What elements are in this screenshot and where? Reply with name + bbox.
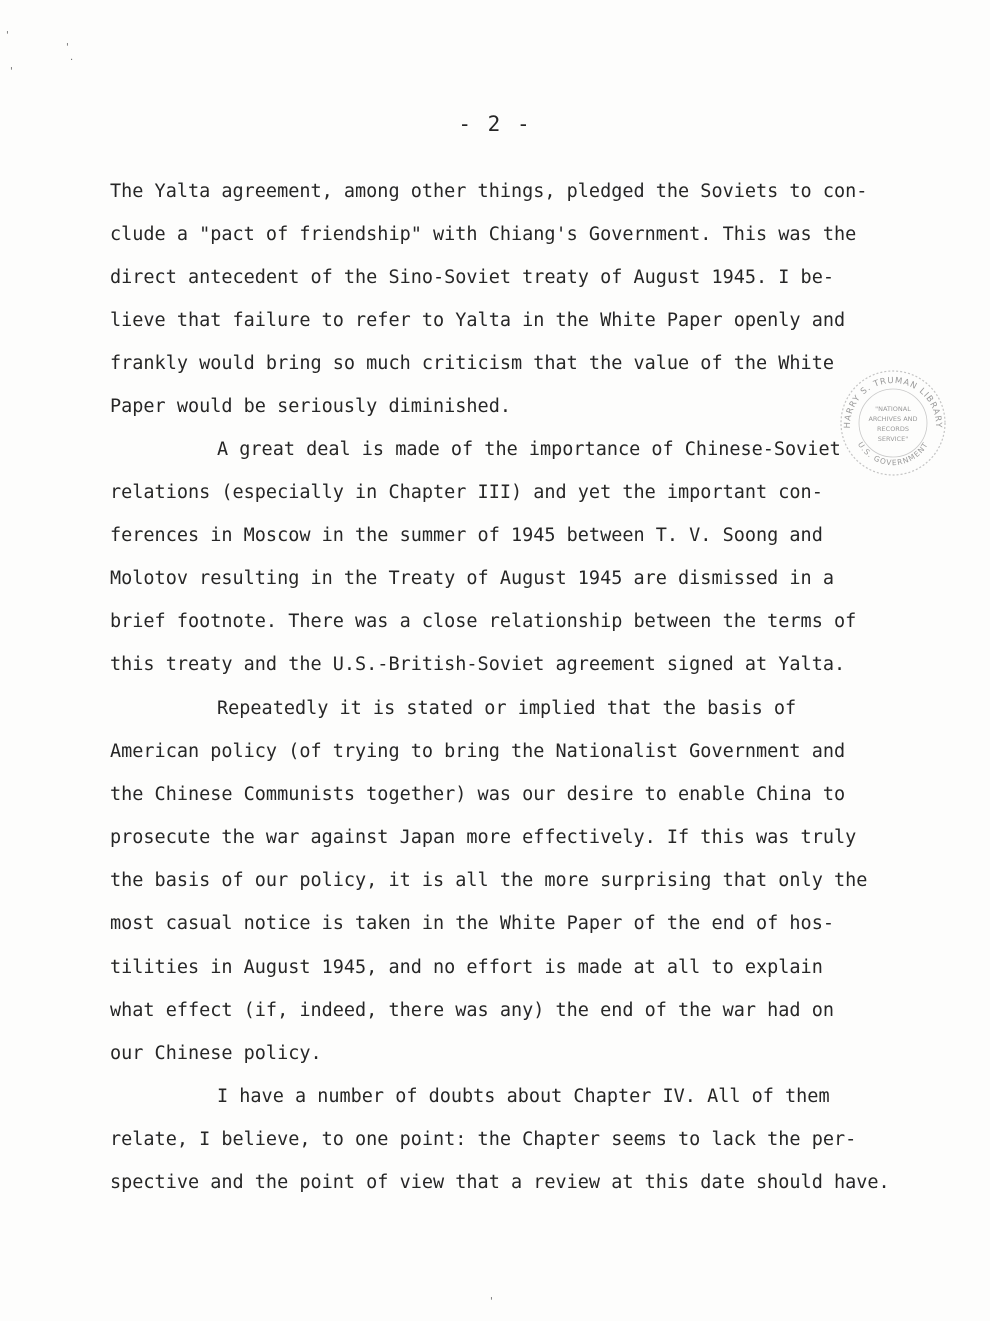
stamp-center-line: RECORDS xyxy=(877,425,909,433)
stamp-center-line: SERVICE" xyxy=(877,435,909,443)
text-line: clude a "pact of friendship" with Chiang's Government. This was the xyxy=(110,224,857,246)
text-line: the Chinese Communists together) was our desire to enable China to xyxy=(110,784,846,806)
text-line: prosecute the war against Japan more effectively. If this was truly xyxy=(110,827,857,849)
text-line: A great deal is made of the importance of Chinese-Soviet xyxy=(217,439,841,460)
paragraph-2 xyxy=(110,428,870,687)
text-line: American policy (of trying to bring the Nationalist Government and xyxy=(110,741,846,763)
text-line: the basis of our policy, it is all the more surprising that only the xyxy=(110,870,868,892)
paragraph-4 xyxy=(110,1075,890,1204)
scan-speck: ' xyxy=(10,66,13,77)
text-line: lieve that failure to refer to Yalta in the White Paper openly and xyxy=(110,310,846,332)
text-line: frankly would bring so much criticism that the value of the White xyxy=(110,353,834,375)
library-stamp xyxy=(838,368,948,478)
stamp-inner-ring xyxy=(859,389,927,457)
paragraph-3 xyxy=(110,687,870,1075)
text-line: relate, I believe, to one point: the Chapter seems to lack the per- xyxy=(110,1129,857,1151)
text-line: ferences in Moscow in the summer of 1945 between T. V. Soong and xyxy=(110,525,823,547)
text-line: our Chinese policy. xyxy=(110,1042,322,1064)
text-line: relations (especially in Chapter III) and yet the important con- xyxy=(110,482,823,504)
text-line: spective and the point of view that a review at this date should have. xyxy=(110,1172,890,1194)
text-line: Repeatedly it is stated or implied that the basis of xyxy=(217,698,797,719)
text-line: I have a number of doubts about Chapter IV. All of them xyxy=(217,1086,830,1107)
text-line: brief footnote. There was a close relationship between the terms of xyxy=(110,611,857,633)
text-line: direct antecedent of the Sino-Soviet treaty of August 1945. I be- xyxy=(110,267,834,289)
stamp-center-line: "NATIONAL xyxy=(875,405,911,413)
scan-speck: ' xyxy=(66,42,69,53)
stamp-ring-text: HARRY S. TRUMAN LIBRARY xyxy=(842,375,944,429)
text-line: The Yalta agreement, among other things, pledged the Soviets to con- xyxy=(110,181,868,202)
text-line: tilities in August 1945, and no effort is made at all to explain xyxy=(110,956,823,978)
scan-speck: . xyxy=(70,52,74,63)
stamp-center-line: ARCHIVES AND xyxy=(868,415,918,423)
text-line: Paper would be seriously diminished. xyxy=(110,396,511,418)
page-number: - 2 - xyxy=(458,112,532,136)
text-line: this treaty and the U.S.-British-Soviet agreement signed at Yalta. xyxy=(110,654,846,676)
text-line: most casual notice is taken in the White Paper of the end of hos- xyxy=(110,913,834,935)
scan-speck: ' xyxy=(490,1296,493,1307)
text-line: what effect (if, indeed, there was any) the end of the war had on xyxy=(110,999,834,1021)
scan-speck: ' xyxy=(6,30,9,41)
stamp-bottom-text: U.S. GOVERNMENT xyxy=(855,440,931,468)
text-line: Molotov resulting in the Treaty of August 1945 are dismissed in a xyxy=(110,568,834,590)
paragraph-1 xyxy=(110,170,870,429)
